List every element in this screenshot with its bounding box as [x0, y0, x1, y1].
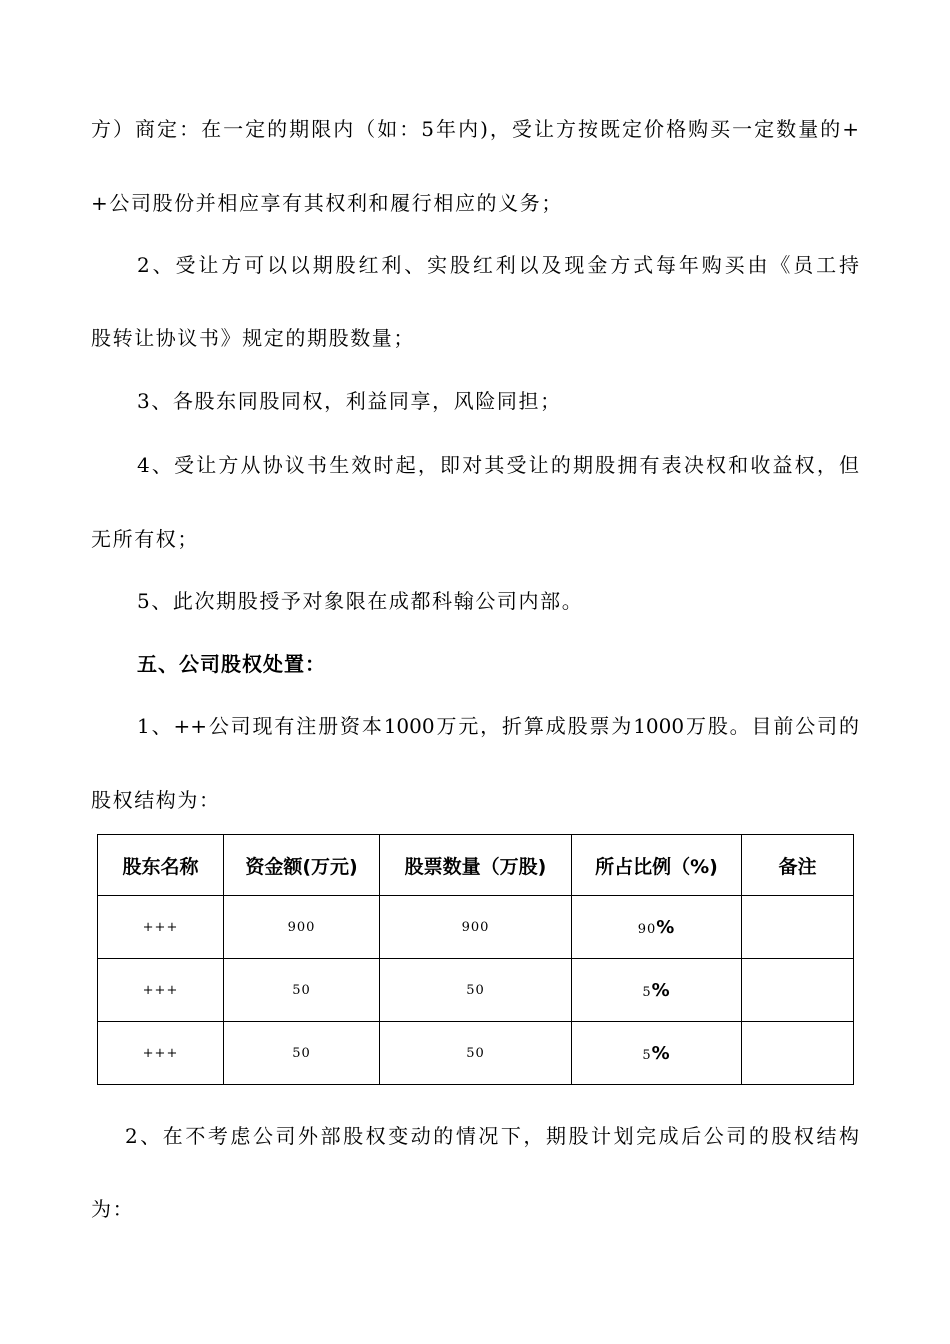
paragraph-line: 5、此次期股授予对象限在成都科翰公司内部。 [137, 589, 584, 613]
paragraph-line: 股转让协议书》规定的期股数量； [91, 326, 415, 350]
percent-sign: % [656, 916, 676, 938]
equity-structure-table [97, 834, 854, 1085]
ratio-number: 90 [637, 921, 657, 937]
table-row [98, 1022, 854, 1085]
paragraph-line: 为： [91, 1197, 135, 1221]
paragraph-line: 无所有权； [91, 527, 199, 551]
column-header-shareholder: 股东名称 [98, 835, 224, 896]
table-row [98, 959, 854, 1022]
paragraph-line: 1、++公司现有注册资本1000万元，折算成股票为1000万股。目前公司的 [137, 714, 859, 738]
cell-capital: 50 [224, 959, 380, 1022]
cell-shares: 50 [380, 959, 572, 1022]
paragraph-line: 股权结构为： [91, 788, 221, 812]
cell-ratio [572, 896, 742, 959]
cell-ratio [572, 959, 742, 1022]
table-header-row [98, 835, 854, 896]
paragraph-line: +公司股份并相应享有其权利和履行相应的义务； [91, 191, 563, 215]
cell-ratio [572, 1022, 742, 1085]
cell-shares: 900 [380, 896, 572, 959]
percent-sign: % [651, 1042, 671, 1064]
paragraph-line: 2、受让方可以以期股红利、实股红利以及现金方式每年购买由《员工持 [137, 253, 859, 277]
cell-note [742, 959, 854, 1022]
cell-shareholder: +++ [98, 959, 224, 1022]
paragraph-line: 4、受让方从协议书生效时起，即对其受让的期股拥有表决权和收益权，但 [137, 453, 859, 477]
cell-note [742, 896, 854, 959]
cell-shareholder: +++ [98, 1022, 224, 1085]
column-header-ratio: 所占比例（%) [572, 835, 742, 896]
section-heading: 五、公司股权处置： [137, 652, 326, 676]
cell-capital: 50 [224, 1022, 380, 1085]
cell-shares: 50 [380, 1022, 572, 1085]
column-header-shares: 股票数量（万股) [380, 835, 572, 896]
paragraph-line: 3、各股东同股同权，利益同享，风险同担； [137, 389, 562, 413]
percent-sign: % [651, 979, 671, 1001]
cell-shareholder: +++ [98, 896, 224, 959]
table-row [98, 896, 854, 959]
column-header-note: 备注 [742, 835, 854, 896]
paragraph-line: 方）商定：在一定的期限内（如：5年内)，受让方按既定价格购买一定数量的+ [91, 117, 859, 141]
ratio-number: 5 [642, 1047, 652, 1063]
ratio-number: 5 [642, 984, 652, 1000]
cell-note [742, 1022, 854, 1085]
cell-capital: 900 [224, 896, 380, 959]
column-header-capital: 资金额(万元) [224, 835, 380, 896]
paragraph-line: 2、在不考虑公司外部股权变动的情况下，期股计划完成后公司的股权结构 [125, 1124, 859, 1148]
